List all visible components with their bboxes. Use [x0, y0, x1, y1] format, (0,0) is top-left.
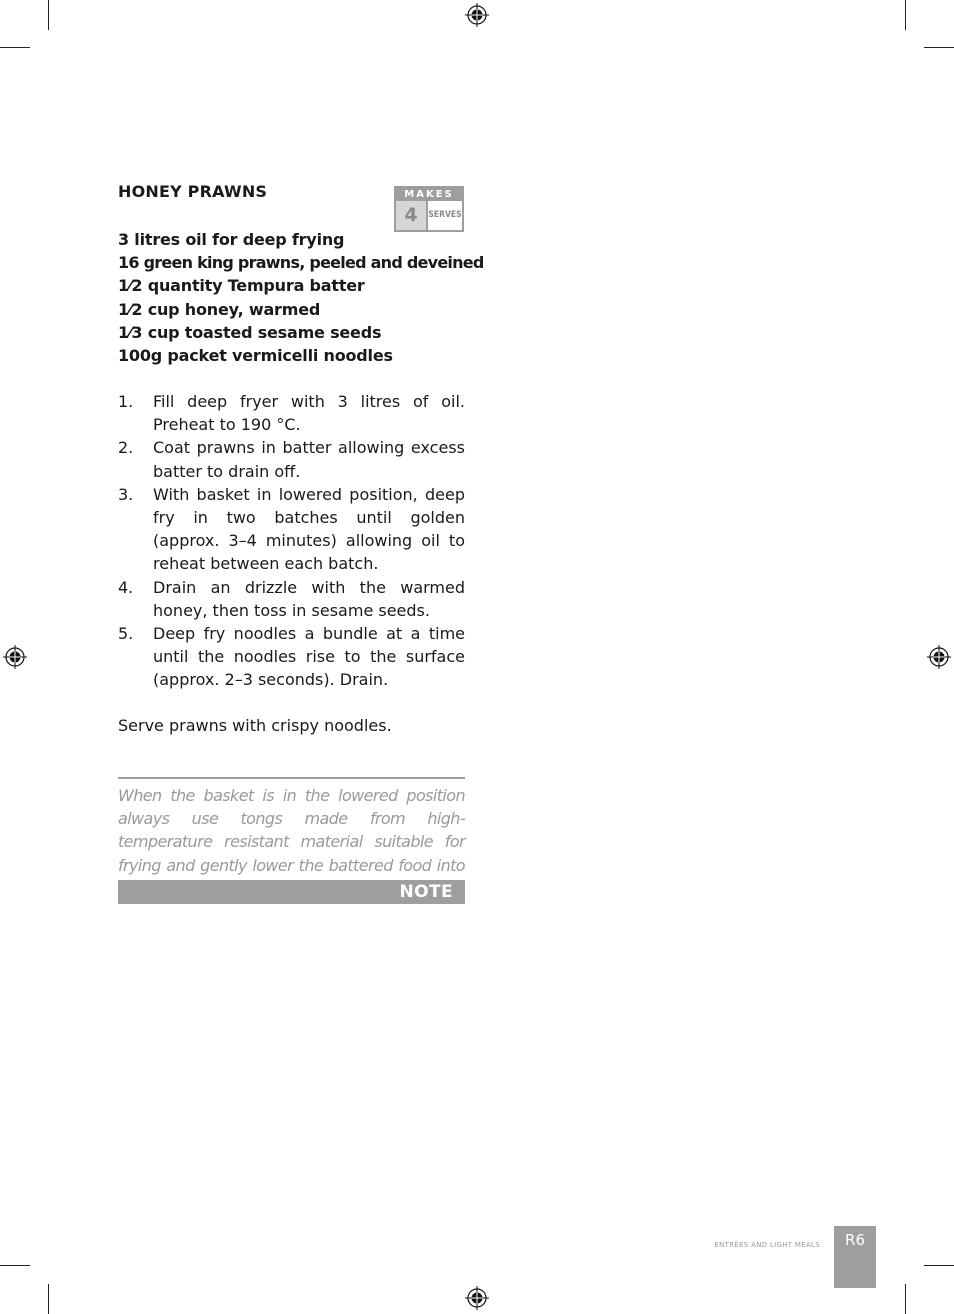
crop-mark-icon: [0, 1265, 30, 1266]
note-divider: [118, 777, 465, 779]
registration-mark-icon: [927, 645, 951, 669]
makes-quantity: 4: [396, 201, 428, 230]
makes-label: MAKES: [396, 188, 462, 201]
ingredient-item: 1⁄2 quantity Tempura batter: [118, 276, 365, 296]
ingredient-item: 3 litres oil for deep frying: [118, 230, 345, 249]
crop-mark-icon: [48, 1284, 49, 1314]
crop-mark-icon: [924, 47, 954, 48]
step-number: 5.: [118, 624, 134, 644]
footer-section-title: ENTRÉES AND LIGHT MEALS: [714, 1241, 820, 1249]
step-text: With basket in lowered position, deep fry in two batches until golden (approx. 3–4 minutes) allowing oil to reheat between each batch.: [153, 484, 465, 574]
method-step: [118, 390, 465, 436]
ingredient-item: 100g packet vermicelli noodles: [118, 345, 393, 365]
step-number: 4.: [118, 577, 134, 597]
method-step: [118, 576, 465, 622]
step-number: 3.: [118, 484, 134, 504]
step-text: Drain an drizzle with the warmed honey, then toss in sesame seeds.: [153, 577, 465, 620]
step-text: Fill deep fryer with 3 litres of oil. Preheat to 190 °C.: [153, 392, 465, 435]
ingredient-item: 1⁄2 cup honey, warmed: [118, 299, 321, 319]
makes-unit: SERVES: [428, 210, 462, 220]
step-number: 1.: [118, 392, 134, 411]
page-number-tab: [834, 1226, 876, 1288]
step-text: Coat prawns in batter allowing excess batter to drain off.: [153, 438, 465, 481]
step-number: 2.: [118, 438, 134, 458]
note-bar: [118, 880, 465, 904]
crop-mark-icon: [0, 47, 30, 48]
crop-mark-icon: [905, 1284, 906, 1314]
ingredient-list: [118, 228, 484, 367]
page-number: R6: [845, 1231, 865, 1249]
recipe-title: HONEY PRAWNS: [118, 182, 268, 201]
ingredient-item: 1⁄3 cup toasted sesame seeds: [118, 322, 382, 342]
ingredient-item: 16 green king prawns, peeled and deveined: [118, 253, 484, 273]
step-text: Deep fry noodles a bundle at a time until the noodles rise to the surface (approx. 2–3 seconds). Drain.: [153, 624, 465, 690]
crop-mark-icon: [48, 0, 49, 30]
crop-mark-icon: [924, 1265, 954, 1266]
serving-suggestion: Serve prawns with crispy noodles.: [118, 716, 392, 735]
crop-mark-icon: [905, 0, 906, 30]
registration-mark-icon: [465, 3, 489, 27]
makes-badge: [394, 186, 464, 232]
method-steps: [118, 390, 465, 692]
method-step: [118, 436, 465, 482]
note-text: When the basket is in the lowered position always use tongs made from high-temperature resistant material suitable for frying and gently lower the battered food into: [118, 786, 465, 875]
method-step: [118, 622, 465, 692]
registration-mark-icon: [465, 1286, 489, 1310]
note-label: NOTE: [399, 882, 453, 902]
method-step: [118, 483, 465, 576]
registration-mark-icon: [3, 645, 27, 669]
